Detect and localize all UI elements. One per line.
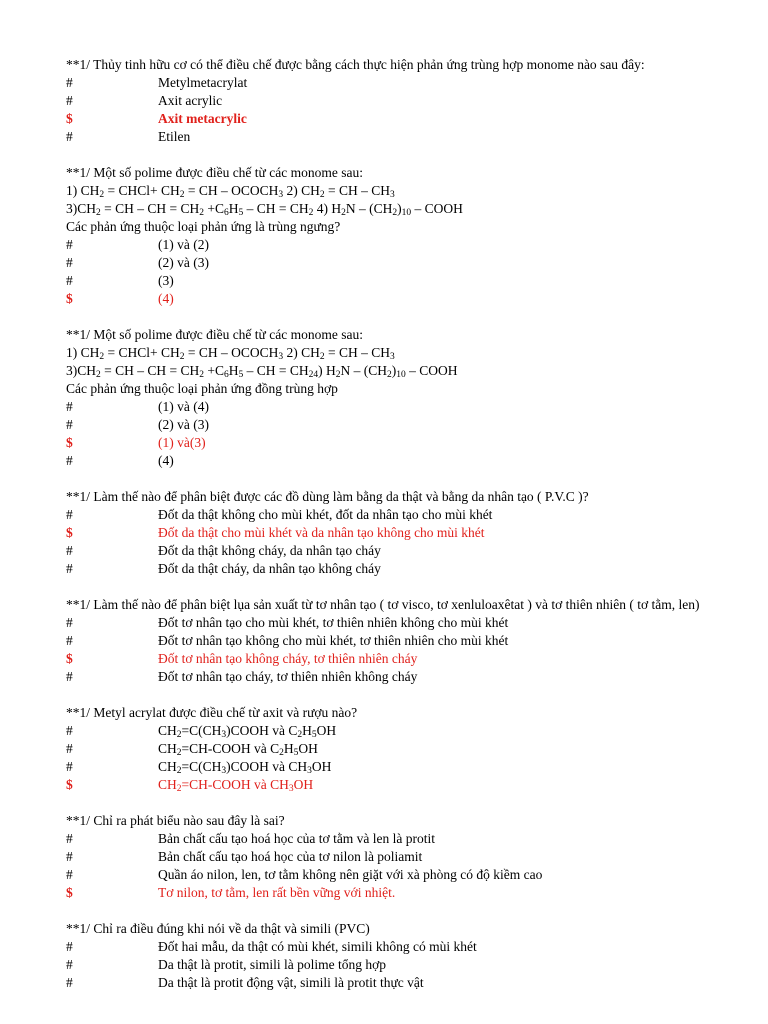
- formula-line: $3)CH_2$ = CH – CH = $CH_2 +C_6H_5$ – CH = $CH_2$ 4) $H_2N - (CH_2)_{10}$ – COOH: [66, 201, 463, 218]
- option-text: Đốt da thật không cho mùi khét, đốt da nhân tạo cho mùi khét: [158, 507, 493, 522]
- answer-option: [66, 722, 748, 740]
- option-text: Đốt da thật cháy, da nhân tạo không cháy: [158, 561, 381, 576]
- option-marker: #: [66, 957, 73, 972]
- question-text: Các phản ứng thuộc loại phản ứng là trùng ngưng?: [66, 219, 341, 234]
- answer-option: [66, 254, 748, 272]
- answer-option: [66, 614, 748, 632]
- question-text: Các phản ứng thuộc loại phản ứng đồng trùng hợp: [66, 381, 338, 396]
- option-text: Đốt hai mẫu, da thật có mùi khét, simili không có mùi khét: [158, 939, 477, 954]
- option-marker: #: [66, 939, 73, 954]
- question-prompt: **1/ Một số polime được điều chế từ các monome sau:: [66, 327, 363, 342]
- option-marker: #: [66, 831, 73, 846]
- answer-option: [66, 506, 748, 524]
- question-block: [66, 596, 748, 686]
- option-marker: #: [66, 129, 73, 144]
- answer-option: [66, 560, 748, 578]
- option-marker: $: [66, 885, 73, 900]
- option-marker: $: [66, 111, 73, 126]
- option-text: Axit acrylic: [158, 93, 223, 108]
- option-text: (4): [158, 453, 174, 468]
- option-text: (1) và (4): [158, 399, 209, 414]
- option-text: Axit metacrylic: [158, 111, 247, 126]
- option-text: Da thật là protit, simili là polime tổng hợp: [158, 957, 386, 972]
- option-text: Đốt tơ nhân tạo không cho mùi khét, tơ thiên nhiên cho mùi khét: [158, 633, 509, 648]
- option-marker: #: [66, 759, 73, 774]
- option-text: Đốt tơ nhân tạo không cháy, tơ thiên nhiên cháy: [158, 651, 418, 666]
- option-marker: #: [66, 273, 73, 288]
- question-block: [66, 56, 748, 146]
- option-marker: $: [66, 291, 73, 306]
- option-marker: #: [66, 399, 73, 414]
- option-marker: #: [66, 669, 73, 684]
- answer-option: [66, 938, 748, 956]
- option-text: (3): [158, 273, 174, 288]
- option-marker: #: [66, 417, 73, 432]
- answer-option: [66, 848, 748, 866]
- option-marker: #: [66, 543, 73, 558]
- option-text: (2) và (3): [158, 417, 209, 432]
- option-text: (2) và (3): [158, 255, 209, 270]
- option-text: (1) và(3): [158, 435, 206, 450]
- option-marker: #: [66, 75, 73, 90]
- option-text: Quần áo nilon, len, tơ tằm không nên giặt với xà phòng có độ kiềm cao: [158, 867, 543, 882]
- option-text: Tơ nilon, tơ tằm, len rất bền vững với nhiệt.: [158, 885, 396, 900]
- option-marker: $: [66, 525, 73, 540]
- answer-option: [66, 416, 748, 434]
- option-marker: #: [66, 615, 73, 630]
- answer-option: [66, 74, 748, 92]
- option-marker: #: [66, 93, 73, 108]
- question-prompt: **1/ Thủy tinh hữu cơ có thể điều chế được bằng cách thực hiện phản ứng trùng hợp monome nào sau đây:: [66, 57, 645, 72]
- answer-option: [66, 866, 748, 884]
- option-text: Metylmetacrylat: [158, 75, 248, 90]
- answer-option: [66, 398, 748, 416]
- question-block: [66, 920, 748, 992]
- option-text: (1) và (2): [158, 237, 209, 252]
- option-text: Đốt da thật cho mùi khét và da nhân tạo không cho mùi khét: [158, 525, 485, 540]
- answer-option: [66, 128, 748, 146]
- answer-option: [66, 830, 748, 848]
- question-prompt: **1/ Làm thế nào để phân biệt lụa sản xuất từ tơ nhân tạo ( tơ visco, tơ xenluloaxêtat ) và tơ thiên nhiên ( tơ tằm, len): [66, 597, 700, 612]
- formula-line: 1) $CH_2$ = CHCl+ $CH_2$ = CH – $OCOCH_3$ 2) $CH_2$ = CH – $CH_3$: [66, 345, 395, 362]
- formula-line: $3)CH_2$ = CH – CH = $CH_2 +C_6H_5$ – CH = $CH_{24}$) $H_2N - (CH_2)_{10}$ – COOH: [66, 363, 458, 380]
- option-marker: #: [66, 849, 73, 864]
- option-marker: $: [66, 777, 73, 792]
- question-prompt: **1/ Chỉ ra phát biểu nào sau đây là sai?: [66, 813, 285, 828]
- answer-option-correct: [66, 290, 748, 308]
- option-text: Đốt tơ nhân tạo cháy, tơ thiên nhiên không cháy: [158, 669, 418, 684]
- answer-option-correct: [66, 524, 748, 542]
- option-text: Đốt tơ nhân tạo cho mùi khét, tơ thiên nhiên không cho mùi khét: [158, 615, 509, 630]
- answer-option: [66, 236, 748, 254]
- option-marker: #: [66, 723, 73, 738]
- option-text: (4): [158, 291, 174, 306]
- option-text: Bản chất cấu tạo hoá học của tơ tằm và len là protit: [158, 831, 436, 846]
- option-marker: #: [66, 633, 73, 648]
- answer-option-correct: [66, 434, 748, 452]
- option-marker: #: [66, 255, 73, 270]
- question-block: [66, 164, 748, 308]
- option-text: $CH_2=C(CH_3)COOH$ và $CH_3OH$: [158, 759, 332, 776]
- option-text: Etilen: [158, 129, 191, 144]
- question-prompt: **1/ Làm thế nào để phân biệt được các đồ dùng làm bằng da thật và bằng da nhân tạo ( P.V.C )?: [66, 489, 589, 504]
- answer-option: [66, 758, 748, 776]
- option-text: Da thật là protit động vật, simili là protit thực vật: [158, 975, 424, 990]
- answer-option-correct: [66, 110, 748, 128]
- question-block: [66, 704, 748, 794]
- question-block: [66, 326, 748, 470]
- answer-option: [66, 92, 748, 110]
- option-marker: $: [66, 651, 73, 666]
- answer-option: [66, 272, 748, 290]
- option-marker: #: [66, 237, 73, 252]
- answer-option: [66, 542, 748, 560]
- option-text: Bản chất cấu tạo hoá học của tơ nilon là poliamit: [158, 849, 423, 864]
- question-block: [66, 488, 748, 578]
- answer-option: [66, 956, 748, 974]
- answer-option: [66, 668, 748, 686]
- option-marker: #: [66, 975, 73, 990]
- answer-option-correct: [66, 884, 748, 902]
- answer-option: [66, 632, 748, 650]
- option-text: $CH_2=CH$-COOH và $CH_3OH$: [158, 777, 314, 794]
- option-marker: #: [66, 867, 73, 882]
- option-text: Đốt da thật không cháy, da nhân tạo cháy: [158, 543, 381, 558]
- option-text: $CH_2=CH$-COOH và $C_2H_5OH$: [158, 741, 318, 758]
- question-prompt: **1/ Một số polime được điều chế từ các monome sau:: [66, 165, 363, 180]
- question-prompt: **1/ Metyl acrylat được điều chế từ axit và rượu nào?: [66, 705, 358, 720]
- option-marker: #: [66, 561, 73, 576]
- answer-option: [66, 740, 748, 758]
- formula-line: 1) $CH_2$ = CHCl+ $CH_2$ = CH – $OCOCH_3$ 2) $CH_2$ = CH – $CH_3$: [66, 183, 395, 200]
- option-marker: $: [66, 435, 73, 450]
- option-marker: #: [66, 453, 73, 468]
- question-block: [66, 812, 748, 902]
- question-prompt: **1/ Chỉ ra điều đúng khi nói về da thật và simili (PVC): [66, 921, 370, 936]
- answer-option: [66, 452, 748, 470]
- option-text: $CH_2=C(CH_3)COOH$ và $C_2H_5OH$: [158, 723, 337, 740]
- option-marker: #: [66, 741, 73, 756]
- answer-option: [66, 974, 748, 992]
- answer-option-correct: [66, 776, 748, 794]
- answer-option-correct: [66, 650, 748, 668]
- option-marker: #: [66, 507, 73, 522]
